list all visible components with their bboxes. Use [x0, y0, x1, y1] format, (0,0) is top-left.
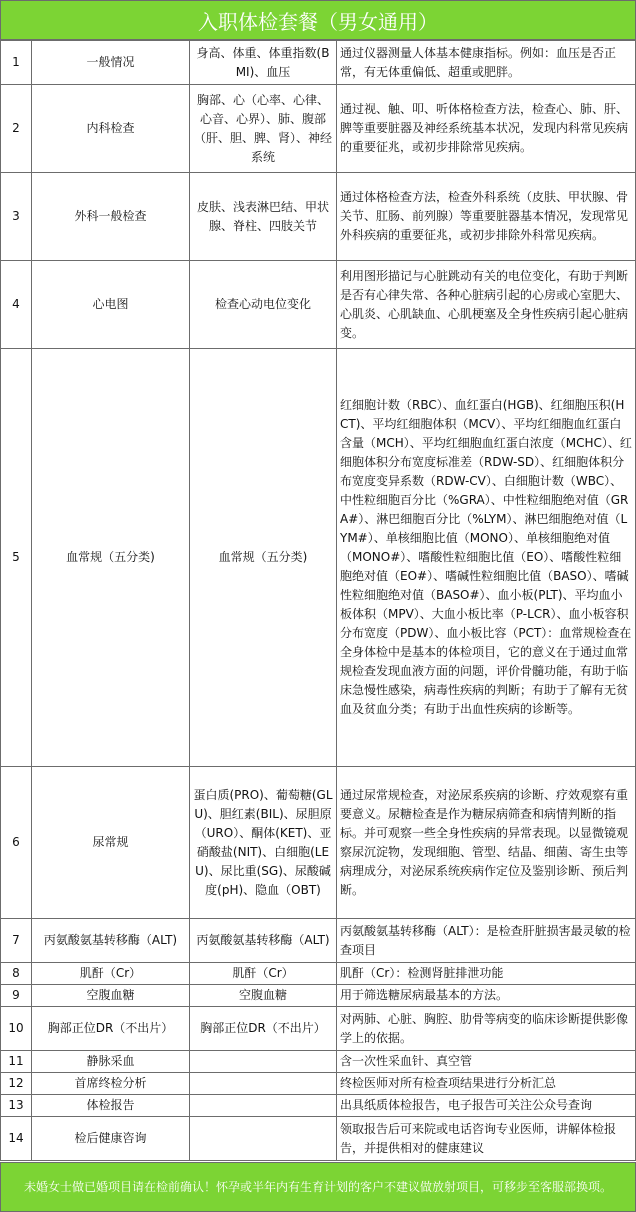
- item-description: 出具纸质体检报告，电子报告可关注公众号查询: [337, 1095, 636, 1117]
- item-content: 皮肤、浅表淋巴结、甲状腺、脊柱、四肢关节: [190, 173, 337, 261]
- item-content: 血常规（五分类): [190, 349, 337, 767]
- item-name: 检后健康咨询: [32, 1117, 190, 1161]
- item-description: 通过体格检查方法，检查外科系统（皮肤、甲状腺、骨关节、肛肠、前列腺）等重要脏器基本情况，发现常见外科疾病的重要征兆，或初步排除外科常见疾病。: [337, 173, 636, 261]
- row-number: 12: [1, 1073, 32, 1095]
- item-name: 体检报告: [32, 1095, 190, 1117]
- table-row: [1, 1007, 636, 1051]
- item-description: 用于筛选糖尿病最基本的方法。: [337, 985, 636, 1007]
- table-row: [1, 1095, 636, 1117]
- item-description: 领取报告后可来院或电话咨询专业医师，讲解体检报告，并提供相对的健康建议: [337, 1117, 636, 1161]
- item-content: [190, 1095, 337, 1117]
- row-number: 6: [1, 767, 32, 919]
- exam-items-table: [0, 40, 636, 1161]
- item-name: 尿常规: [32, 767, 190, 919]
- item-name: 胸部正位DR（不出片）: [32, 1007, 190, 1051]
- item-description: 对两肺、心脏、胸腔、肋骨等病变的临床诊断提供影像学上的依据。: [337, 1007, 636, 1051]
- row-number: 10: [1, 1007, 32, 1051]
- table-row: [1, 963, 636, 985]
- row-number: 3: [1, 173, 32, 261]
- footer-notice: 未婚女士做已婚项目请在检前确认！怀孕或半年内有生育计划的客户不建议做放射项目，可移步至客服部换项。: [0, 1162, 636, 1212]
- table-row: [1, 41, 636, 85]
- table-row: [1, 1073, 636, 1095]
- item-name: 首席终检分析: [32, 1073, 190, 1095]
- item-description: 肌酐（Cr）：检测肾脏排泄功能: [337, 963, 636, 985]
- item-name: 内科检查: [32, 85, 190, 173]
- table-row: [1, 985, 636, 1007]
- table-row: [1, 919, 636, 963]
- table-row: [1, 261, 636, 349]
- table-row: [1, 349, 636, 767]
- item-content: 身高、体重、体重指数(BMI)、血压: [190, 41, 337, 85]
- item-name: 肌酐（Cr）: [32, 963, 190, 985]
- item-description: 利用图形描记与心脏跳动有关的电位变化，有助于判断是否有心律失常、各种心脏病引起的心房或心室肥大、心肌炎、心肌缺血、心肌梗塞及全身性疾病引起心脏病变。: [337, 261, 636, 349]
- item-description: 红细胞计数（RBC）、血红蛋白(HGB)、红细胞压积(HCT)、平均红细胞体积（MCV）、平均红细胞血红蛋白含量（MCH）、平均红细胞血红蛋白浓度（MCHC）、红细胞体积分布宽度标准差（RDW-SD）、红细胞体积分布宽度变异系数（RDW-CV）、白细胞计数（WBC）、中性粒细胞百分比（%GRA）、中性粒细胞绝对值（GRA#）、淋巴细胞百分比（%LYM）、淋巴细胞绝对值（LYM#）、单核细胞比值（MONO）、单核细胞绝对值（MONO#）、嗜酸性粒细胞比值（EO）、嗜酸性粒细胞绝对值（EO#）、嗜碱性粒细胞比值（BASO）、嗜碱性粒细胞绝对值（BASO#）、血小板(PLT)、平均血小板体积（MPV）、大血小板比率（P-LCR）、血小板容积分布宽度（PDW）、血小板比容（PCT）：血常规检查在全身体检中是基本的体检项目，它的意义在于通过血常规检查发现血液方面的问题，评价骨髓功能，有助于临床急慢性感染，病毒性疾病的判断；有助于了解有无贫血及贫血分类；有助于出血性疾病的诊断等。: [337, 349, 636, 767]
- table-row: [1, 767, 636, 919]
- table-row: [1, 85, 636, 173]
- row-number: 2: [1, 85, 32, 173]
- row-number: 4: [1, 261, 32, 349]
- row-number: 13: [1, 1095, 32, 1117]
- item-content: 肌酐（Cr）: [190, 963, 337, 985]
- item-name: 外科一般检查: [32, 173, 190, 261]
- item-content: 蛋白质(PRO)、葡萄糖(GLU)、胆红素(BIL)、尿胆原（URO）、酮体(KET)、亚硝酸盐(NIT)、白细胞(LEU)、尿比重(SG)、尿酸碱度(pH)、隐血（OBT): [190, 767, 337, 919]
- table-row: [1, 173, 636, 261]
- item-description: 含一次性采血针、真空管: [337, 1051, 636, 1073]
- row-number: 7: [1, 919, 32, 963]
- table-row: [1, 1051, 636, 1073]
- item-content: 胸部、心（心率、心律、心音、心界）、肺、腹部（肝、胆、脾、肾）、神经系统: [190, 85, 337, 173]
- item-content: 检查心动电位变化: [190, 261, 337, 349]
- item-content: 胸部正位DR（不出片）: [190, 1007, 337, 1051]
- item-description: 丙氨酸氨基转移酶（ALT）：是检查肝脏损害最灵敏的检查项目: [337, 919, 636, 963]
- row-number: 9: [1, 985, 32, 1007]
- item-name: 血常规（五分类): [32, 349, 190, 767]
- package-title: 入职体检套餐（男女通用）: [0, 0, 636, 40]
- item-name: 一般情况: [32, 41, 190, 85]
- row-number: 1: [1, 41, 32, 85]
- row-number: 8: [1, 963, 32, 985]
- row-number: 5: [1, 349, 32, 767]
- item-name: 静脉采血: [32, 1051, 190, 1073]
- item-content: [190, 1117, 337, 1161]
- item-content: [190, 1073, 337, 1095]
- item-content: [190, 1051, 337, 1073]
- item-name: 丙氨酸氨基转移酶（ALT): [32, 919, 190, 963]
- item-description: 通过视、触、叩、听体格检查方法，检查心、肺、肝、脾等重要脏器及神经系统基本状况，发现内科常见疾病的重要征兆，或初步排除常见疾病。: [337, 85, 636, 173]
- item-name: 空腹血糖: [32, 985, 190, 1007]
- item-description: 通过尿常规检查，对泌尿系疾病的诊断、疗效观察有重要意义。尿糖检查是作为糖尿病筛查和病情判断的指标。并可观察一些全身性疾病的异常表现。以显微镜观察尿沉淀物，发现细胞、管型、结晶、细菌、寄生虫等病理成分，对泌尿系统疾病作定位及鉴别诊断、预后判断。: [337, 767, 636, 919]
- item-description: 通过仪器测量人体基本健康指标。例如：血压是否正常，有无体重偏低、超重或肥胖。: [337, 41, 636, 85]
- item-name: 心电图: [32, 261, 190, 349]
- row-number: 11: [1, 1051, 32, 1073]
- item-content: 空腹血糖: [190, 985, 337, 1007]
- table-row: [1, 1117, 636, 1161]
- item-description: 终检医师对所有检查项结果进行分析汇总: [337, 1073, 636, 1095]
- item-content: 丙氨酸氨基转移酶（ALT): [190, 919, 337, 963]
- row-number: 14: [1, 1117, 32, 1161]
